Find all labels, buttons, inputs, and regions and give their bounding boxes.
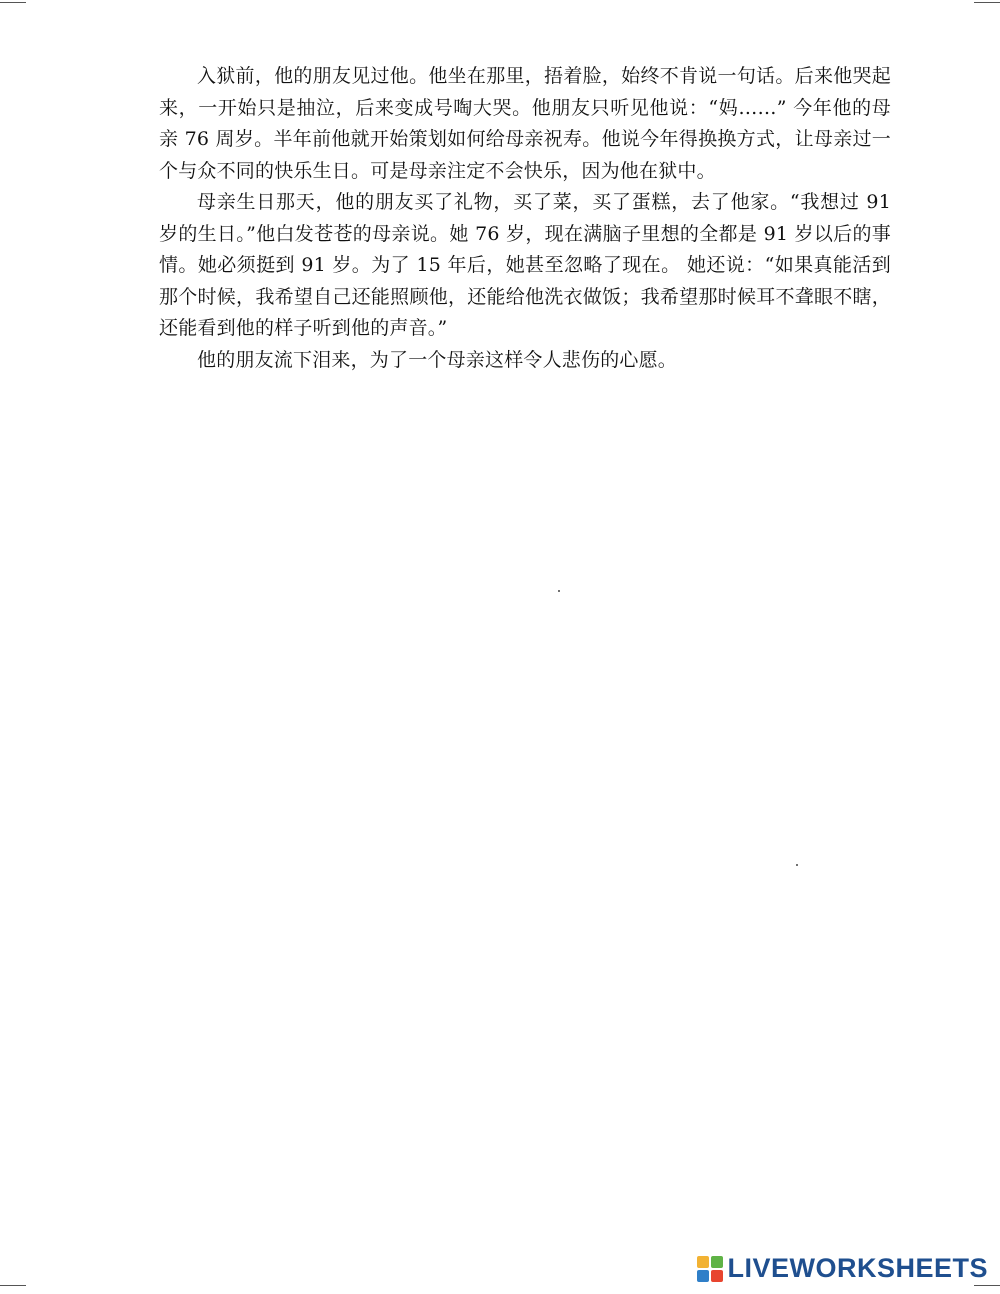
logo-tile [711, 1270, 723, 1282]
liveworksheets-watermark [697, 1255, 988, 1282]
watermark-text: LIVEWORKSHEETS [727, 1253, 988, 1283]
paragraph-3: 他的朋友流下泪来，为了一个母亲这样令人悲伤的心愿。 [197, 348, 678, 371]
crop-mark-top-left [0, 2, 26, 3]
crop-mark-bottom-right [974, 1285, 1000, 1286]
logo-tile [711, 1256, 723, 1268]
scan-speck [796, 864, 798, 866]
article-body [159, 61, 891, 376]
logo-tile [697, 1270, 709, 1282]
scan-speck [558, 590, 560, 592]
paragraph-1: 入狱前，他的朋友见过他。他坐在那里，捂着脸，始终不肯说一句话。后来他哭起来，一开始只是抽泣，后来变成号啕大哭。他朋友只听见他说：“妈……” 今年他的母亲 76 周岁。半年前他就开始策划如何给母亲祝寿。他说今年得换换方式，让母亲过一个与众不同的快乐生日。可是母亲注定不会快乐，因为他在狱中。 [159, 65, 891, 182]
liveworksheets-logo-icon [697, 1256, 723, 1282]
crop-mark-bottom-left [0, 1285, 26, 1286]
logo-tile [697, 1256, 709, 1268]
crop-mark-top-right [974, 2, 1000, 3]
paragraph-2: 母亲生日那天，他的朋友买了礼物，买了菜，买了蛋糕，去了他家。“我想过 91 岁的生日。”他白发苍苍的母亲说。她 76 岁，现在满脑子里想的全都是 91 岁以后的事情。她必须挺到 91 岁。为了 15 年后，她甚至忽略了现在。 她还说：“如果真能活到那个时候，我希望自己还能照顾他，还能给他洗衣做饭；我希望那时候耳不聋眼不瞎，还能看到他的样子听到他的声音。” [159, 191, 891, 339]
